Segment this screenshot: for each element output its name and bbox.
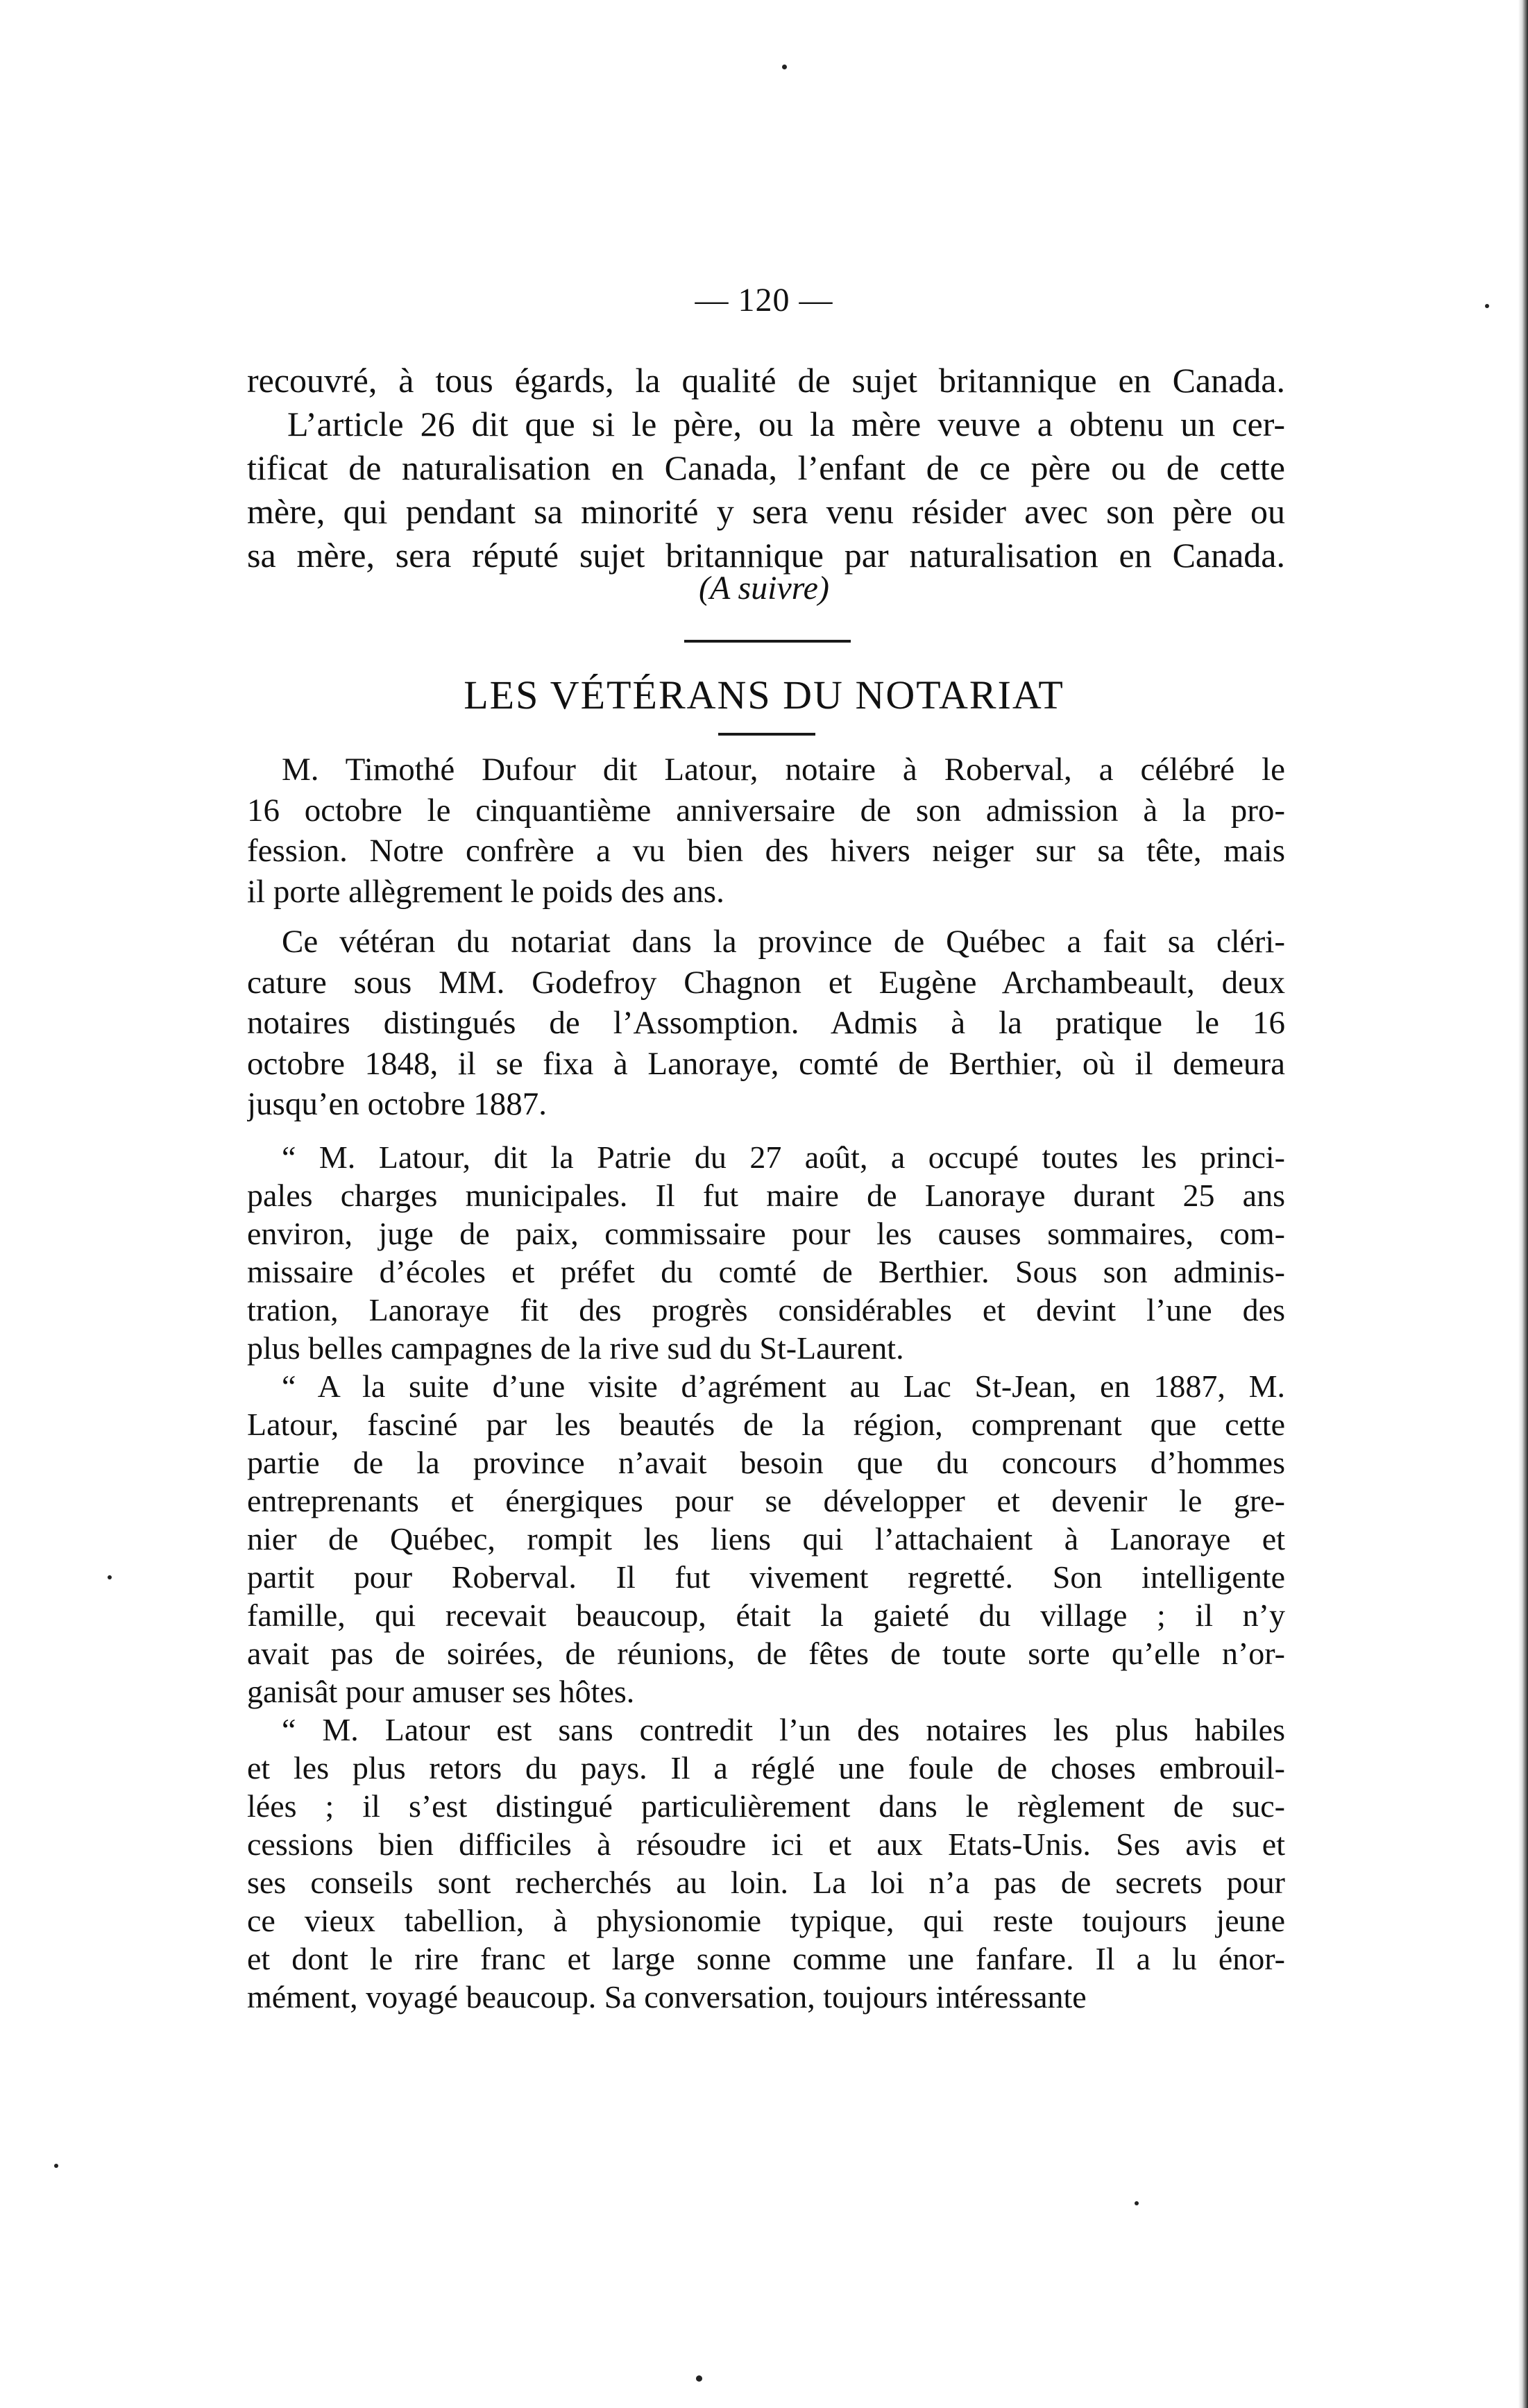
text-line: cature sous MM. Godefroy Chagnon et Eugène Archambeault, deux xyxy=(247,964,1285,1001)
text-line: ganisât pour amuser ses hôtes. xyxy=(247,1674,635,1709)
text-line: “ M. Latour, dit la Patrie du 27 août, a occupé toutes les princi- xyxy=(282,1139,1285,1175)
text-line: pales charges municipales. Il fut maire de Lanoraye durant 25 ans xyxy=(247,1178,1285,1213)
text-line: plus belles campagnes de la rive sud du St-Laurent. xyxy=(247,1330,904,1366)
text-line: et dont le rire franc et large sonne comme une fanfare. Il a lu énor- xyxy=(247,1941,1285,1976)
text-line: sa mère, sera réputé sujet britannique par naturalisation en Canada. xyxy=(247,536,1285,575)
article-body-part1 xyxy=(247,749,1285,1125)
text-line: fession. Notre confrère a vu bien des hivers neiger sur sa tête, mais xyxy=(247,833,1285,869)
text-line: tration, Lanoraye fit des progrès considérables et devint l’une des xyxy=(247,1292,1285,1328)
text-line: Ce vétéran du notariat dans la province de Québec a fait sa cléri- xyxy=(282,924,1285,960)
page-edge-shadow xyxy=(1518,0,1528,2408)
text-line: notaires distingués de l’Assomption. Admis à la pratique le 16 xyxy=(247,1005,1285,1041)
text-line: M. Timothé Dufour dit Latour, notaire à Roberval, a célébré le xyxy=(282,752,1285,788)
to-be-continued: (A suivre) xyxy=(699,570,829,607)
page-number: — 120 — xyxy=(695,282,833,319)
text-line: recouvré, à tous égards, la qualité de sujet britannique en Canada. xyxy=(247,361,1285,400)
article-quotes xyxy=(247,1138,1285,2016)
text-line: avait pas de soirées, de réunions, de fêtes de toute sorte qu’elle n’or- xyxy=(247,1636,1285,1671)
section-divider-bottom xyxy=(718,733,815,736)
ink-speck xyxy=(1485,304,1489,308)
text-line: mément, voyagé beaucoup. Sa conversation, toujours intéressante xyxy=(247,1979,1087,2015)
text-line: nier de Québec, rompit les liens qui l’attachaient à Lanoraye et xyxy=(247,1521,1285,1557)
text-line: partie de la province n’avait besoin que du concours d’hommes xyxy=(247,1445,1285,1480)
text-line: Latour, fasciné par les beautés de la région, comprenant que cette xyxy=(247,1407,1285,1442)
text-line: famille, qui recevait beaucoup, était la gaieté du village ; il n’y xyxy=(247,1597,1285,1633)
text-line: cessions bien difficiles à résoudre ici et aux Etats-Unis. Ses avis et xyxy=(247,1826,1285,1862)
text-line: environ, juge de paix, commissaire pour les causes sommaires, com- xyxy=(247,1216,1285,1251)
text-line: tificat de naturalisation en Canada, l’enfant de ce père ou de cette xyxy=(247,448,1285,487)
text-line: “ M. Latour est sans contredit l’un des notaires les plus habiles xyxy=(282,1712,1285,1747)
text-line: mère, qui pendant sa minorité y sera venu résider avec son père ou xyxy=(247,492,1285,531)
text-line: il porte allègrement le poids des ans. xyxy=(247,873,724,910)
text-line: “ A la suite d’une visite d’agrément au Lac St-Jean, en 1887, M. xyxy=(282,1368,1285,1404)
text-line: entreprenants et énergiques pour se développer et devenir le gre- xyxy=(247,1483,1285,1518)
section-title: LES VÉTÉRANS DU NOTARIAT xyxy=(464,672,1064,718)
text-line: ses conseils sont recherchés au loin. La loi n’a pas de secrets pour xyxy=(247,1865,1285,1900)
text-line: L’article 26 dit que si le père, ou la mère veuve a obtenu un cer- xyxy=(287,405,1285,443)
text-line: missaire d’écoles et préfet du comté de Berthier. Sous son adminis- xyxy=(247,1254,1285,1289)
text-line: octobre 1848, il se fixa à Lanoraye, comté de Berthier, où il demeura xyxy=(247,1045,1285,1082)
ink-speck xyxy=(54,2164,58,2168)
ink-speck xyxy=(782,65,787,69)
text-line: et les plus retors du pays. Il a réglé une foule de choses embrouil- xyxy=(247,1750,1285,1786)
text-line: jusqu’en octobre 1887. xyxy=(247,1086,547,1122)
text-line: 16 octobre le cinquantième anniversaire de son admission à la pro- xyxy=(247,792,1285,829)
text-line: lées ; il s’est distingué particulièrement dans le règlement de suc- xyxy=(247,1788,1285,1824)
ink-speck xyxy=(696,2375,702,2382)
text-line: ce vieux tabellion, à physionomie typique, qui reste toujours jeune xyxy=(247,1903,1285,1938)
text-line: partit pour Roberval. Il fut vivement regretté. Son intelligente xyxy=(247,1559,1285,1595)
section-divider-top xyxy=(684,640,851,643)
upper-paragraph xyxy=(247,359,1285,577)
ink-speck xyxy=(108,1575,112,1579)
ink-speck xyxy=(1135,2201,1139,2205)
